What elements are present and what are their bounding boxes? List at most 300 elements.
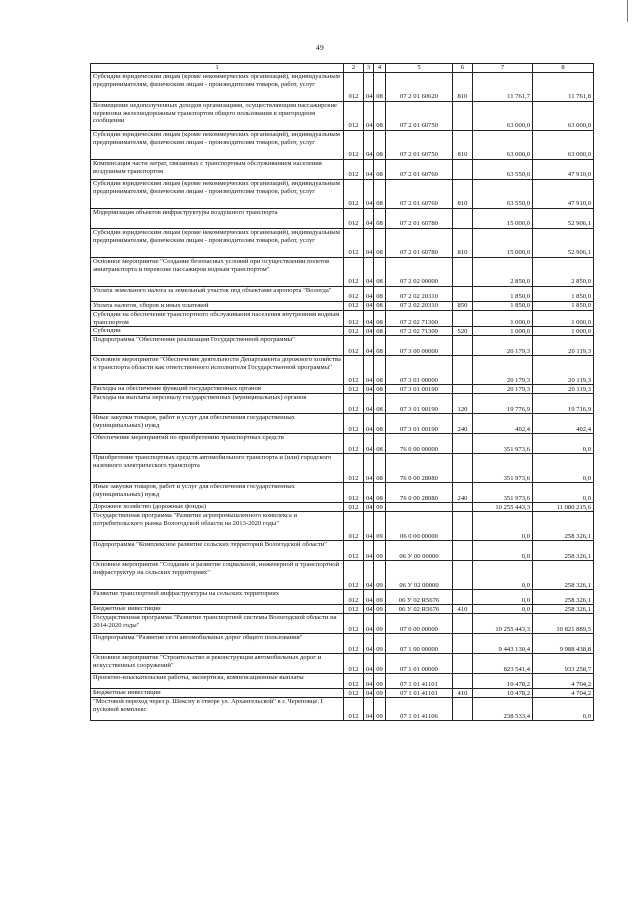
table-row xyxy=(91,689,594,698)
row-amount-col7: 20 179,3 xyxy=(473,385,533,394)
row-amount-col8: 933 258,7 xyxy=(533,654,594,674)
row-target-item-code: 07 2 01 60780 xyxy=(386,229,453,258)
row-amount-col7: 20 179,3 xyxy=(473,336,533,356)
row-section-code: 04 xyxy=(364,503,374,512)
row-name: Обеспечение мероприятий по приобретению транспортных средств xyxy=(91,434,344,454)
row-subsection-code: 08 xyxy=(374,258,386,287)
row-subsection-code: 09 xyxy=(374,674,386,689)
table-row xyxy=(91,454,594,483)
row-amount-col8: 258 326,1 xyxy=(533,561,594,590)
row-subsection-code: 08 xyxy=(374,287,386,302)
row-amount-col7: 0,0 xyxy=(473,512,533,541)
row-ministry-code: 012 xyxy=(344,180,364,209)
row-ministry-code: 012 xyxy=(344,454,364,483)
table-header-row xyxy=(91,64,594,73)
row-name: Подпрограмма "Комплексное развитие сельских территорий Вологодской области" xyxy=(91,541,344,561)
row-amount-col8: 63 000,0 xyxy=(533,102,594,131)
row-expense-type-code: 810 xyxy=(453,131,473,160)
row-section-code: 04 xyxy=(364,634,374,654)
row-ministry-code: 012 xyxy=(344,302,364,311)
row-ministry-code: 012 xyxy=(344,414,364,434)
row-section-code: 04 xyxy=(364,414,374,434)
row-target-item-code: 07 2 02 71300 xyxy=(386,327,453,336)
row-subsection-code: 09 xyxy=(374,605,386,614)
row-expense-type-code: 850 xyxy=(453,302,473,311)
row-section-code: 04 xyxy=(364,327,374,336)
row-target-item-code: 76 0 00 28080 xyxy=(386,483,453,503)
row-name: "Мостовой переход через р. Шексну в створе ул. Архангельской" в г. Череповце. I пусковой комплекс xyxy=(91,698,344,721)
row-amount-col7: 0,0 xyxy=(473,561,533,590)
row-target-item-code: 06 У 00 00000 xyxy=(386,541,453,561)
table-row xyxy=(91,414,594,434)
table-row xyxy=(91,302,594,311)
row-amount-col7: 1 850,0 xyxy=(473,287,533,302)
row-amount-col7: 63 000,0 xyxy=(473,131,533,160)
row-amount-col7: 823 541,4 xyxy=(473,654,533,674)
table-row xyxy=(91,674,594,689)
row-amount-col8: 9 988 438,8 xyxy=(533,634,594,654)
row-amount-col8: 0,0 xyxy=(533,434,594,454)
row-subsection-code: 09 xyxy=(374,503,386,512)
row-amount-col7: 1 850,0 xyxy=(473,302,533,311)
row-ministry-code: 012 xyxy=(344,356,364,385)
row-expense-type-code: 810 xyxy=(453,73,473,102)
row-amount-col7: 10 478,2 xyxy=(473,674,533,689)
row-ministry-code: 012 xyxy=(344,614,364,634)
row-target-item-code: 07 1 01 41106 xyxy=(386,698,453,721)
row-subsection-code: 08 xyxy=(374,336,386,356)
row-section-code: 04 xyxy=(364,73,374,102)
row-target-item-code: 06 У 02 R5676 xyxy=(386,590,453,605)
row-subsection-code: 09 xyxy=(374,689,386,698)
row-subsection-code: 08 xyxy=(374,311,386,327)
row-section-code: 04 xyxy=(364,512,374,541)
row-target-item-code xyxy=(386,503,453,512)
row-amount-col7: 351 973,6 xyxy=(473,483,533,503)
budget-table xyxy=(90,63,594,721)
table-row xyxy=(91,209,594,229)
row-subsection-code: 09 xyxy=(374,654,386,674)
row-ministry-code: 012 xyxy=(344,605,364,614)
table-row xyxy=(91,590,594,605)
row-amount-col7: 63 550,0 xyxy=(473,160,533,180)
row-ministry-code: 012 xyxy=(344,512,364,541)
table-row xyxy=(91,698,594,721)
row-amount-col8: 258 326,1 xyxy=(533,512,594,541)
row-name: Иные закупки товаров, работ и услуг для обеспечения государственных (муниципальных) нужд xyxy=(91,414,344,434)
row-ministry-code: 012 xyxy=(344,160,364,180)
row-name: Субсидии юридическим лицам (кроме некоммерческих организаций), индивидуальным предпринимателям, физическим лицам - производителям товаров, работ, услуг xyxy=(91,229,344,258)
row-amount-col8: 11 761,8 xyxy=(533,73,594,102)
table-row xyxy=(91,131,594,160)
row-ministry-code: 012 xyxy=(344,590,364,605)
row-name: Бюджетные инвестиции xyxy=(91,605,344,614)
table-row xyxy=(91,229,594,258)
row-target-item-code: 07 2 01 60760 xyxy=(386,180,453,209)
row-amount-col8: 258 326,1 xyxy=(533,590,594,605)
row-expense-type-code xyxy=(453,385,473,394)
row-target-item-code: 07 1 00 00000 xyxy=(386,634,453,654)
row-amount-col8: 4 704,2 xyxy=(533,674,594,689)
row-expense-type-code: 240 xyxy=(453,414,473,434)
table-row xyxy=(91,311,594,327)
row-target-item-code: 76 0 00 00000 xyxy=(386,434,453,454)
row-name: Основное мероприятие "Создание безопасных условий при осуществлении полетов авиатранспорта и перевозке пассажиров водным транспортом" xyxy=(91,258,344,287)
row-expense-type-code xyxy=(453,336,473,356)
row-target-item-code: 76 0 00 28080 xyxy=(386,454,453,483)
row-amount-col8: 0,0 xyxy=(533,483,594,503)
row-ministry-code: 012 xyxy=(344,541,364,561)
row-name: Уплата земельного налога за земельный участок под объектами аэропорта "Вологда" xyxy=(91,287,344,302)
page-number: 49 xyxy=(315,43,325,52)
row-ministry-code: 012 xyxy=(344,102,364,131)
table-row xyxy=(91,605,594,614)
table-row xyxy=(91,541,594,561)
row-name: Основное мероприятие "Создание и развитие социальной, инженерной и транспортной инфраструктур на сельских территориях" xyxy=(91,561,344,590)
row-amount-col8: 4 704,2 xyxy=(533,689,594,698)
row-section-code: 04 xyxy=(364,287,374,302)
row-section-code: 04 xyxy=(364,654,374,674)
table-row xyxy=(91,160,594,180)
row-name: Расходы на обеспечение функций государственных органов xyxy=(91,385,344,394)
row-amount-col8: 47 910,0 xyxy=(533,160,594,180)
row-section-code: 04 xyxy=(364,160,374,180)
row-amount-col8: 1 000,0 xyxy=(533,311,594,327)
row-expense-type-code: 410 xyxy=(453,689,473,698)
row-subsection-code: 09 xyxy=(374,541,386,561)
row-target-item-code: 07 2 01 60780 xyxy=(386,209,453,229)
row-subsection-code: 08 xyxy=(374,229,386,258)
row-name: Иные закупки товаров, работ и услуг для обеспечения государственных (муниципальных) нужд xyxy=(91,483,344,503)
row-ministry-code: 012 xyxy=(344,434,364,454)
row-target-item-code: 07 2 01 60750 xyxy=(386,102,453,131)
row-expense-type-code xyxy=(453,614,473,634)
row-amount-col8: 10 821 889,5 xyxy=(533,614,594,634)
row-subsection-code: 09 xyxy=(374,698,386,721)
row-target-item-code: 07 2 02 20310 xyxy=(386,302,453,311)
row-amount-col8: 258 326,1 xyxy=(533,541,594,561)
row-amount-col7: 238 533,4 xyxy=(473,698,533,721)
row-amount-col8: 1 850,0 xyxy=(533,302,594,311)
row-target-item-code: 07 2 01 60760 xyxy=(386,160,453,180)
table-row xyxy=(91,356,594,385)
row-ministry-code: 012 xyxy=(344,385,364,394)
row-amount-col7: 351 973,6 xyxy=(473,434,533,454)
row-target-item-code: 07 2 01 60620 xyxy=(386,73,453,102)
row-section-code: 04 xyxy=(364,102,374,131)
row-section-code: 04 xyxy=(364,356,374,385)
row-target-item-code: 07 3 01 00000 xyxy=(386,356,453,385)
row-name: Уплата налогов, сборов и иных платежей xyxy=(91,302,344,311)
row-name: Компенсация части затрат, связанных с транспортным обслуживанием населения воздушным транспортом xyxy=(91,160,344,180)
row-name: Субсидии юридическим лицам (кроме некоммерческих организаций), индивидуальным предпринимателям, физическим лицам - производителям товаров, работ, услуг xyxy=(91,73,344,102)
row-name: Развитие транспортной инфраструктуры на сельских территориях xyxy=(91,590,344,605)
row-amount-col8: 63 000,0 xyxy=(533,131,594,160)
row-expense-type-code xyxy=(453,160,473,180)
row-amount-col7: 0,0 xyxy=(473,605,533,614)
row-subsection-code: 09 xyxy=(374,512,386,541)
row-expense-type-code xyxy=(453,512,473,541)
row-ministry-code: 012 xyxy=(344,287,364,302)
row-expense-type-code xyxy=(453,209,473,229)
row-amount-col7: 19 776,9 xyxy=(473,394,533,414)
row-amount-col7: 2 850,0 xyxy=(473,258,533,287)
table-row xyxy=(91,434,594,454)
row-subsection-code: 09 xyxy=(374,590,386,605)
row-ministry-code: 012 xyxy=(344,561,364,590)
row-amount-col7: 0,0 xyxy=(473,541,533,561)
row-subsection-code: 08 xyxy=(374,209,386,229)
row-name: Приобретение транспортных средств автомобильного транспорта и (или) городского наземного электрического транспорта xyxy=(91,454,344,483)
row-name: Возмещение недополученных доходов организациям, осуществляющим пассажирские перевозки железнодорожным транспортом общего пользования в пригородном сообщении xyxy=(91,102,344,131)
row-target-item-code: 07 1 01 00000 xyxy=(386,654,453,674)
header-col-2: 2 xyxy=(344,64,364,73)
row-target-item-code: 07 2 02 71300 xyxy=(386,311,453,327)
row-name: Основное мероприятие "Строительство и реконструкция автомобильных дорог и искусственных сооружений" xyxy=(91,654,344,674)
row-section-code: 04 xyxy=(364,209,374,229)
row-ministry-code: 012 xyxy=(344,483,364,503)
table-row xyxy=(91,102,594,131)
row-section-code: 04 xyxy=(364,698,374,721)
row-name: Расходы на выплаты персоналу государственных (муниципальных) органов xyxy=(91,394,344,414)
row-subsection-code: 08 xyxy=(374,73,386,102)
row-target-item-code: 06 0 00 00000 xyxy=(386,512,453,541)
row-amount-col7: 15 000,0 xyxy=(473,229,533,258)
row-expense-type-code xyxy=(453,561,473,590)
row-amount-col7: 20 179,3 xyxy=(473,356,533,385)
row-section-code: 04 xyxy=(364,605,374,614)
row-section-code: 04 xyxy=(364,394,374,414)
row-ministry-code: 012 xyxy=(344,503,364,512)
row-name: Проектно-изыскательские работы, экспертизы, компенсационные выплаты xyxy=(91,674,344,689)
row-name: Субсидии юридическим лицам (кроме некоммерческих организаций), индивидуальным предпринимателям, физическим лицам - производителям товаров, работ, услуг xyxy=(91,131,344,160)
header-col-7: 7 xyxy=(473,64,533,73)
table-row xyxy=(91,287,594,302)
row-ministry-code: 012 xyxy=(344,654,364,674)
header-col-5: 5 xyxy=(386,64,453,73)
row-amount-col8: 1 000,0 xyxy=(533,327,594,336)
row-expense-type-code xyxy=(453,102,473,131)
table-row xyxy=(91,483,594,503)
row-expense-type-code xyxy=(453,356,473,385)
row-expense-type-code: 410 xyxy=(453,605,473,614)
row-amount-col8: 20 119,3 xyxy=(533,336,594,356)
row-amount-col7: 11 761,7 xyxy=(473,73,533,102)
row-subsection-code: 08 xyxy=(374,131,386,160)
row-target-item-code: 07 1 01 41101 xyxy=(386,689,453,698)
row-subsection-code: 08 xyxy=(374,102,386,131)
row-amount-col8: 402,4 xyxy=(533,414,594,434)
table-row xyxy=(91,327,594,336)
row-section-code: 04 xyxy=(364,590,374,605)
row-section-code: 04 xyxy=(364,561,374,590)
row-amount-col8: 20 119,3 xyxy=(533,385,594,394)
row-name: Субсидии xyxy=(91,327,344,336)
table-row xyxy=(91,180,594,209)
row-expense-type-code xyxy=(453,654,473,674)
header-col-8: 8 xyxy=(533,64,594,73)
header-col-6: 6 xyxy=(453,64,473,73)
row-amount-col7: 0,0 xyxy=(473,590,533,605)
row-amount-col8: 2 850,0 xyxy=(533,258,594,287)
row-ministry-code: 012 xyxy=(344,394,364,414)
row-name: Основное мероприятие "Обеспечение деятельности Департамента дорожного хозяйства и транспорта области как ответственного исполнителя Государственной программы" xyxy=(91,356,344,385)
row-section-code: 04 xyxy=(364,541,374,561)
row-subsection-code: 08 xyxy=(374,180,386,209)
row-expense-type-code: 240 xyxy=(453,483,473,503)
row-amount-col7: 1 000,0 xyxy=(473,311,533,327)
row-target-item-code: 07 2 02 00000 xyxy=(386,258,453,287)
row-amount-col7: 351 973,6 xyxy=(473,454,533,483)
row-ministry-code: 012 xyxy=(344,674,364,689)
row-section-code: 04 xyxy=(364,311,374,327)
row-subsection-code: 08 xyxy=(374,160,386,180)
row-ministry-code: 012 xyxy=(344,634,364,654)
row-target-item-code: 07 1 01 41101 xyxy=(386,674,453,689)
row-target-item-code: 07 3 01 00190 xyxy=(386,385,453,394)
row-ministry-code: 012 xyxy=(344,311,364,327)
table-row xyxy=(91,385,594,394)
row-amount-col8: 11 080 215,6 xyxy=(533,503,594,512)
row-ministry-code: 012 xyxy=(344,73,364,102)
row-name: Подпрограмма "Развитие сети автомобильных дорог общего пользования" xyxy=(91,634,344,654)
row-amount-col7: 1 000,0 xyxy=(473,327,533,336)
row-section-code: 04 xyxy=(364,614,374,634)
row-subsection-code: 08 xyxy=(374,385,386,394)
row-subsection-code: 08 xyxy=(374,414,386,434)
row-expense-type-code: 520 xyxy=(453,327,473,336)
row-amount-col7: 63 550,0 xyxy=(473,180,533,209)
row-subsection-code: 08 xyxy=(374,327,386,336)
table-row xyxy=(91,394,594,414)
row-amount-col7: 402,4 xyxy=(473,414,533,434)
row-ministry-code: 012 xyxy=(344,229,364,258)
row-section-code: 04 xyxy=(364,385,374,394)
row-name: Модернизация объектов инфраструктуры воздушного транспорта xyxy=(91,209,344,229)
row-name: Бюджетные инвестиции xyxy=(91,689,344,698)
row-amount-col8: 19 716,9 xyxy=(533,394,594,414)
row-expense-type-code xyxy=(453,454,473,483)
row-expense-type-code xyxy=(453,590,473,605)
row-subsection-code: 09 xyxy=(374,561,386,590)
row-name: Субсидии юридическим лицам (кроме некоммерческих организаций), индивидуальным предпринимателям, физическим лицам - производителям товаров, работ, услуг xyxy=(91,180,344,209)
row-target-item-code: 07 0 00 00000 xyxy=(386,614,453,634)
row-ministry-code: 012 xyxy=(344,327,364,336)
row-amount-col7: 10 255 443,3 xyxy=(473,503,533,512)
table-row xyxy=(91,634,594,654)
row-amount-col8: 52 906,1 xyxy=(533,229,594,258)
table-row xyxy=(91,336,594,356)
row-subsection-code: 09 xyxy=(374,634,386,654)
row-expense-type-code: 810 xyxy=(453,180,473,209)
row-subsection-code: 08 xyxy=(374,454,386,483)
row-ministry-code: 012 xyxy=(344,336,364,356)
row-target-item-code: 07 3 01 00190 xyxy=(386,394,453,414)
row-amount-col7: 10 478,2 xyxy=(473,689,533,698)
row-ministry-code: 012 xyxy=(344,131,364,160)
row-ministry-code: 012 xyxy=(344,698,364,721)
row-expense-type-code xyxy=(453,311,473,327)
row-expense-type-code xyxy=(453,698,473,721)
row-amount-col8: 1 850,0 xyxy=(533,287,594,302)
table-row xyxy=(91,654,594,674)
row-name: Подпрограмма "Обеспечение реализации Государственной программы" xyxy=(91,336,344,356)
row-section-code: 04 xyxy=(364,674,374,689)
row-target-item-code: 07 2 01 60750 xyxy=(386,131,453,160)
row-expense-type-code xyxy=(453,258,473,287)
row-section-code: 04 xyxy=(364,336,374,356)
row-expense-type-code: 120 xyxy=(453,394,473,414)
row-name: Государственная программа "Развитие транспортной системы Вологодской области на 2014-2020 годы" xyxy=(91,614,344,634)
row-subsection-code: 08 xyxy=(374,483,386,503)
row-amount-col8: 52 906,1 xyxy=(533,209,594,229)
row-amount-col7: 15 000,0 xyxy=(473,209,533,229)
table-row xyxy=(91,503,594,512)
row-target-item-code: 07 3 01 00190 xyxy=(386,414,453,434)
row-amount-col8: 0,0 xyxy=(533,698,594,721)
row-expense-type-code xyxy=(453,674,473,689)
row-expense-type-code xyxy=(453,287,473,302)
row-target-item-code: 06 У 02 00000 xyxy=(386,561,453,590)
row-section-code: 04 xyxy=(364,229,374,258)
row-target-item-code: 06 У 02 R5676 xyxy=(386,605,453,614)
row-section-code: 04 xyxy=(364,131,374,160)
row-name: Субсидии на обеспечение транспортного обслуживания населения внутренним водным транспортом xyxy=(91,311,344,327)
row-section-code: 04 xyxy=(364,180,374,209)
row-subsection-code: 08 xyxy=(374,394,386,414)
header-col-3: 3 xyxy=(364,64,374,73)
row-amount-col7: 9 443 130,4 xyxy=(473,634,533,654)
row-amount-col8: 47 910,0 xyxy=(533,180,594,209)
row-subsection-code: 08 xyxy=(374,434,386,454)
row-name: Дорожное хозяйство (дорожные фонды) xyxy=(91,503,344,512)
row-ministry-code: 012 xyxy=(344,209,364,229)
row-section-code: 04 xyxy=(364,454,374,483)
row-section-code: 04 xyxy=(364,258,374,287)
table-row xyxy=(91,512,594,541)
row-amount-col7: 63 000,0 xyxy=(473,102,533,131)
table-row xyxy=(91,258,594,287)
row-subsection-code: 08 xyxy=(374,302,386,311)
row-section-code: 04 xyxy=(364,689,374,698)
row-target-item-code: 07 3 00 00000 xyxy=(386,336,453,356)
table-row xyxy=(91,561,594,590)
row-target-item-code: 07 2 02 20310 xyxy=(386,287,453,302)
row-subsection-code: 09 xyxy=(374,614,386,634)
table-row xyxy=(91,73,594,102)
row-expense-type-code xyxy=(453,503,473,512)
row-expense-type-code: 810 xyxy=(453,229,473,258)
row-ministry-code: 012 xyxy=(344,689,364,698)
page-edge-mark xyxy=(627,0,640,22)
row-expense-type-code xyxy=(453,634,473,654)
row-amount-col8: 0,0 xyxy=(533,454,594,483)
row-amount-col8: 20 119,3 xyxy=(533,356,594,385)
row-amount-col7: 10 255 443,3 xyxy=(473,614,533,634)
header-col-4: 4 xyxy=(374,64,386,73)
row-expense-type-code xyxy=(453,541,473,561)
row-section-code: 04 xyxy=(364,434,374,454)
table-row xyxy=(91,614,594,634)
row-name: Государственная программа "Развитие агропромышленного комплекса и потребительского рынка Вологодской области на 2013-2020 годы" xyxy=(91,512,344,541)
row-section-code: 04 xyxy=(364,302,374,311)
row-ministry-code: 012 xyxy=(344,258,364,287)
header-col-1: 1 xyxy=(91,64,344,73)
row-amount-col8: 258 326,1 xyxy=(533,605,594,614)
row-section-code: 04 xyxy=(364,483,374,503)
row-expense-type-code xyxy=(453,434,473,454)
row-subsection-code: 08 xyxy=(374,356,386,385)
